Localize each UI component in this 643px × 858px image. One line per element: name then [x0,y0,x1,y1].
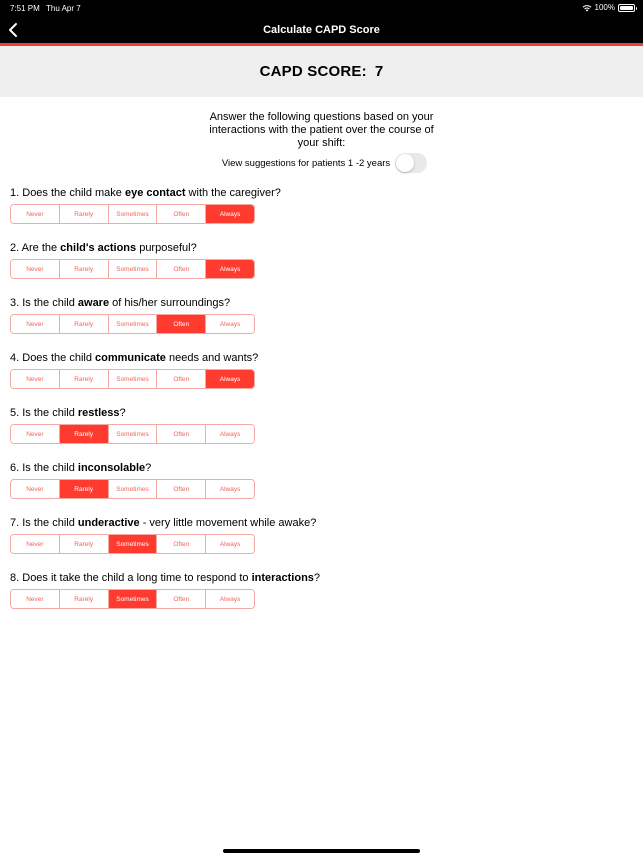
question-pre: Does the child make [22,187,125,199]
question-keyword: communicate [95,352,166,364]
toggle-knob [396,154,414,172]
question-pre: Is the child [22,297,78,309]
question-number: 6. [10,462,20,474]
question-keyword: aware [77,297,110,309]
answer-segmented-control [10,479,255,499]
option-always[interactable]: Always [206,480,254,498]
score-banner [0,46,643,97]
option-often[interactable]: Often [157,260,206,278]
option-never[interactable]: Never [11,425,60,443]
option-sometimes[interactable]: Sometimes [109,535,158,553]
question-pre: Does it take the child a long time to respond to [22,572,252,584]
option-rarely[interactable]: Rarely [60,590,109,608]
option-often[interactable]: Often [157,205,206,223]
question-keyword: underactive [77,517,140,529]
option-always[interactable]: Always [206,205,254,223]
status-indicators [582,3,635,12]
status-bar [0,0,643,16]
question-pre: Is the child [22,407,78,419]
question-item [10,297,630,352]
option-sometimes[interactable]: Sometimes [109,205,158,223]
question-number: 1. [10,187,20,199]
question-keyword: interactions [251,572,314,584]
suggestions-toggle[interactable] [395,153,427,173]
suggestions-label: View suggestions for patients 1 -2 years [221,157,391,169]
page-title: Calculate CAPD Score [263,24,380,36]
question-post: ? [145,462,152,474]
option-rarely[interactable]: Rarely [60,535,109,553]
option-rarely[interactable]: Rarely [60,315,109,333]
question-list [10,187,630,627]
question-post: needs and wants? [165,352,259,364]
question-number: 7. [10,517,20,529]
option-always[interactable]: Always [206,315,254,333]
question-number: 3. [10,297,20,309]
question-pre: Are the [21,242,61,254]
score-label: CAPD SCORE: [259,63,367,80]
answer-segmented-control [10,314,255,334]
option-never[interactable]: Never [11,590,60,608]
answer-segmented-control [10,259,255,279]
suggestions-row [0,153,643,173]
question-post: ? [313,572,321,584]
question-text [10,462,630,479]
option-never[interactable]: Never [11,205,60,223]
question-number: 4. [10,352,20,364]
option-never[interactable]: Never [11,370,60,388]
option-sometimes[interactable]: Sometimes [109,480,158,498]
question-item [10,572,630,627]
question-pre: Does the child [22,352,96,364]
option-sometimes[interactable]: Sometimes [109,425,158,443]
question-keyword: eye contact [124,187,186,199]
wifi-icon [582,4,592,12]
navigation-bar [0,16,643,43]
option-rarely[interactable]: Rarely [60,205,109,223]
question-number: 5. [10,407,20,419]
option-often[interactable]: Often [157,590,206,608]
battery-percent: 100% [594,3,615,12]
option-sometimes[interactable]: Sometimes [109,315,158,333]
answer-segmented-control [10,534,255,554]
question-pre: Is the child [22,462,78,474]
option-never[interactable]: Never [11,480,60,498]
answer-segmented-control [10,589,255,609]
question-post: with the caregiver? [185,187,281,199]
question-item [10,242,630,297]
question-text [10,242,630,259]
option-always[interactable]: Always [206,590,254,608]
question-text [10,352,630,369]
question-item [10,187,630,242]
option-sometimes[interactable]: Sometimes [109,260,158,278]
option-often[interactable]: Often [157,370,206,388]
question-post: purposeful? [136,242,197,254]
question-keyword: restless [77,407,120,419]
answer-segmented-control [10,424,255,444]
option-never[interactable]: Never [11,315,60,333]
question-text [10,572,630,589]
question-post: ? [119,407,126,419]
question-number: 2. [10,242,20,254]
question-item [10,462,630,517]
question-text [10,517,630,534]
option-always[interactable]: Always [206,535,254,553]
option-often[interactable]: Often [157,535,206,553]
option-often[interactable]: Often [157,480,206,498]
question-keyword: inconsolable [77,462,146,474]
option-rarely[interactable]: Rarely [60,480,109,498]
home-indicator[interactable] [223,849,420,853]
question-number: 8. [10,572,20,584]
status-time: 7:51 PM [10,4,40,13]
option-sometimes[interactable]: Sometimes [109,590,158,608]
instructions-text: Answer the following questions based on your interactions with the patient over the course of your shift: [209,111,434,149]
battery-full-icon [618,4,635,12]
question-item [10,407,630,462]
option-rarely[interactable]: Rarely [60,260,109,278]
question-item [10,517,630,572]
question-text [10,407,630,424]
question-item [10,352,630,407]
option-always[interactable]: Always [206,425,254,443]
question-keyword: child's actions [60,242,137,254]
option-rarely[interactable]: Rarely [60,425,109,443]
status-date: Thu Apr 7 [46,4,81,13]
answer-segmented-control [10,369,255,389]
option-sometimes[interactable]: Sometimes [109,370,158,388]
option-often[interactable]: Often [157,315,206,333]
question-text [10,297,630,314]
option-always[interactable]: Always [206,370,254,388]
option-rarely[interactable]: Rarely [60,370,109,388]
question-post: - very little movement while awake? [139,517,317,529]
answer-segmented-control [10,204,255,224]
option-always[interactable]: Always [206,260,254,278]
option-often[interactable]: Often [157,425,206,443]
question-text [10,187,630,204]
option-never[interactable]: Never [11,535,60,553]
score-value: 7 [374,63,384,80]
option-never[interactable]: Never [11,260,60,278]
question-pre: Is the child [22,517,78,529]
question-post: of his/her surroundings? [109,297,231,309]
instructions [0,111,643,150]
